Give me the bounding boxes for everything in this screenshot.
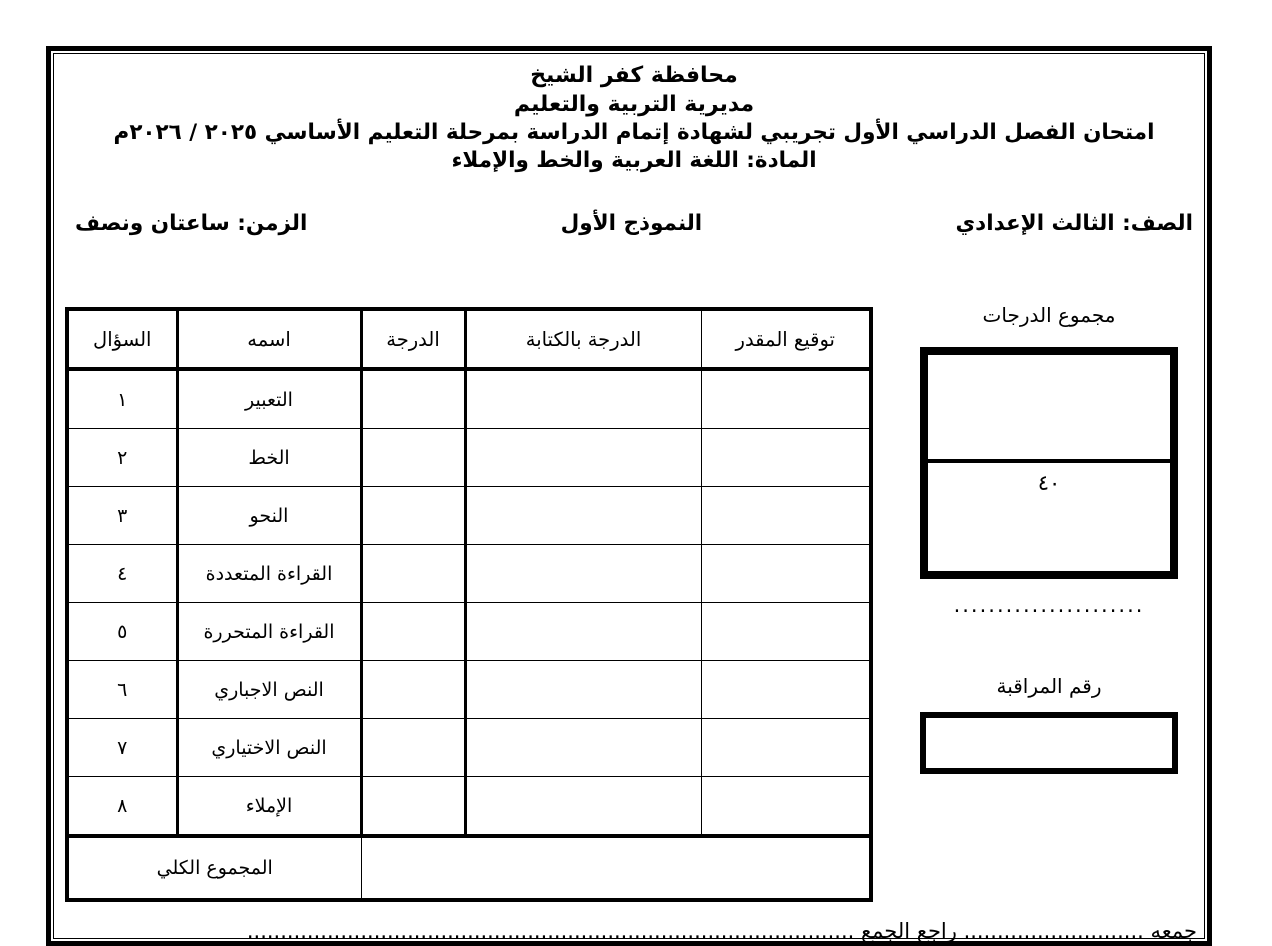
footer-summation-line: جمعه ........................... راجع الجمع ........................................................................................... — [246, 919, 1197, 943]
table-row — [67, 719, 871, 777]
col-header-degree: الدرجة — [361, 309, 465, 369]
cell-degree-words[interactable] — [465, 661, 701, 719]
cell-question-name: الخط — [177, 429, 361, 487]
cell-signature[interactable] — [701, 429, 871, 487]
col-header-question-number: السؤال — [67, 309, 177, 369]
time-label: الزمن: ساعتان ونصف — [75, 211, 308, 236]
cell-degree[interactable] — [361, 545, 465, 603]
cell-degree-words[interactable] — [465, 369, 701, 429]
cell-total-value[interactable] — [361, 836, 871, 900]
cell-degree-words[interactable] — [465, 603, 701, 661]
cell-question-number: ٣ — [67, 487, 177, 545]
table-header-row — [67, 309, 871, 369]
cell-question-number: ١ — [67, 369, 177, 429]
cell-signature[interactable] — [701, 603, 871, 661]
document-header — [51, 61, 1217, 176]
cell-question-number: ٢ — [67, 429, 177, 487]
cell-question-number: ٤ — [67, 545, 177, 603]
cell-question-name: القراءة المتحررة — [177, 603, 361, 661]
cell-question-number: ٧ — [67, 719, 177, 777]
cell-degree-words[interactable] — [465, 777, 701, 837]
col-header-degree-in-words: الدرجة بالكتابة — [465, 309, 701, 369]
col-header-question-name: اسمه — [177, 309, 361, 369]
grades-total-label: مجموع الدرجات — [982, 303, 1116, 327]
exam-title: امتحان الفصل الدراسي الأول تجريبي لشهادة إتمام الدراسة بمرحلة التعليم الأساسي ٢٠٢٥ / ٢٠٢٦م — [113, 120, 1155, 146]
cell-degree[interactable] — [361, 429, 465, 487]
page-border-frame — [46, 46, 1212, 946]
cell-signature[interactable] — [701, 777, 871, 837]
grades-total-upper-cell[interactable] — [928, 355, 1170, 463]
cell-signature[interactable] — [701, 487, 871, 545]
cell-total-label: المجموع الكلي — [67, 836, 361, 900]
table-row — [67, 777, 871, 837]
cell-question-name: النص الاجباري — [177, 661, 361, 719]
table-row — [67, 603, 871, 661]
cell-signature[interactable] — [701, 545, 871, 603]
cell-degree-words[interactable] — [465, 719, 701, 777]
cell-degree-words[interactable] — [465, 429, 701, 487]
cell-degree-words[interactable] — [465, 487, 701, 545]
marks-table — [65, 307, 873, 902]
col-header-estimator-signature: توقيع المقدر — [701, 309, 871, 369]
grade-label: الصف: الثالث الإعدادي — [955, 211, 1193, 236]
table-row — [67, 661, 871, 719]
cell-signature[interactable] — [701, 661, 871, 719]
cell-degree[interactable] — [361, 661, 465, 719]
cell-question-name: الإملاء — [177, 777, 361, 837]
exam-meta-row — [75, 211, 1193, 236]
cell-question-name: التعبير — [177, 369, 361, 429]
table-total-row — [67, 836, 871, 900]
cell-degree[interactable] — [361, 719, 465, 777]
cell-degree[interactable] — [361, 777, 465, 837]
grades-dotted-line: ...................... — [953, 593, 1145, 617]
grades-total-lower-cell[interactable] — [928, 463, 1170, 571]
table-row — [67, 369, 871, 429]
cell-degree-words[interactable] — [465, 545, 701, 603]
cell-question-number: ٨ — [67, 777, 177, 837]
cell-question-number: ٥ — [67, 603, 177, 661]
table-row — [67, 429, 871, 487]
governorate-title: محافظة كفر الشيخ — [530, 63, 738, 88]
side-panel — [889, 303, 1209, 774]
cell-degree[interactable] — [361, 603, 465, 661]
cell-question-number: ٦ — [67, 661, 177, 719]
table-row — [67, 545, 871, 603]
subject-title: المادة: اللغة العربية والخط والإملاء — [451, 148, 817, 174]
cell-question-name: القراءة المتعددة — [177, 545, 361, 603]
cell-degree[interactable] — [361, 369, 465, 429]
watch-number-label: رقم المراقبة — [996, 674, 1102, 698]
cell-question-name: النص الاختياري — [177, 719, 361, 777]
cell-question-name: النحو — [177, 487, 361, 545]
table-row — [67, 487, 871, 545]
watch-number-box[interactable] — [920, 712, 1178, 774]
cell-degree[interactable] — [361, 487, 465, 545]
cell-signature[interactable] — [701, 369, 871, 429]
grades-total-value: ٤٠ — [1037, 471, 1061, 495]
cell-signature[interactable] — [701, 719, 871, 777]
directorate-title: مديرية التربية والتعليم — [513, 92, 755, 118]
model-label: النموذج الأول — [560, 211, 703, 236]
grades-total-box — [920, 347, 1178, 579]
